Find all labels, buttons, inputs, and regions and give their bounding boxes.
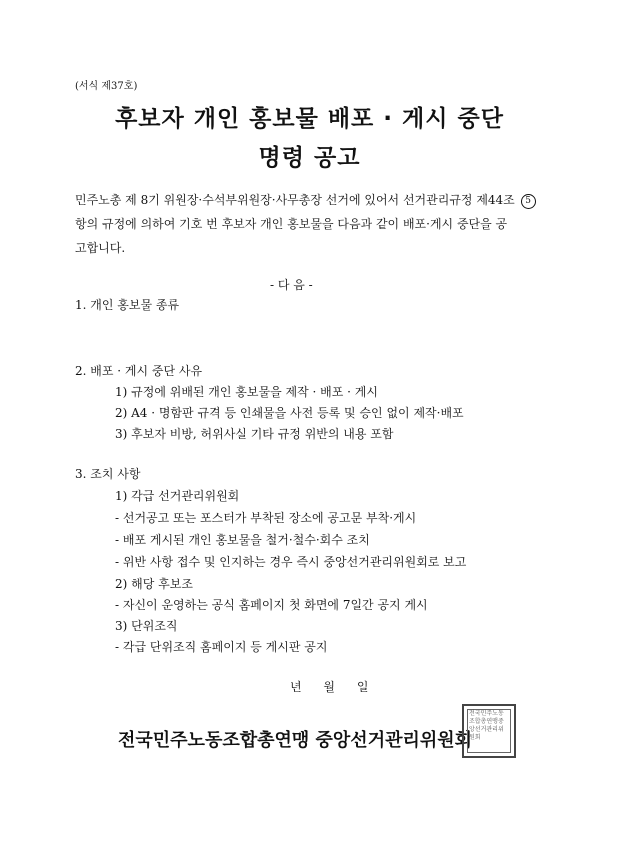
- seal-text: 전국민주노동조합총연맹중앙선거관리위원회: [469, 710, 504, 741]
- document-title: 후보자 개인 홍보물 배포 · 게시 중단: [115, 106, 504, 132]
- section-3-item: - 자신이 운영하는 공식 홈페이지 첫 화면에 7일간 공지 게시: [115, 598, 428, 612]
- section-3-item: 3) 단위조직: [115, 619, 178, 633]
- section-2-item: 3) 후보자 비방, 허위사실 기타 규정 위반의 내용 포함: [115, 427, 394, 441]
- section-1-heading: 1. 개인 홍보물 종류: [75, 298, 180, 312]
- section-3-item: 2) 해당 후보조: [115, 577, 193, 591]
- document-title-line2: 명령 공고: [258, 145, 361, 171]
- dawoom-heading: - 다 음 -: [270, 278, 313, 292]
- section-3-heading: 3. 조치 사항: [75, 467, 141, 481]
- intro-line-3: 고합니다.: [75, 241, 126, 255]
- section-2-item: 2) A4 · 명함판 규격 등 인쇄물을 사전 등록 및 승인 없이 제작·배포: [115, 406, 464, 420]
- intro-line-1-text: 민주노총 제 8기 위원장·수석부위원장·사무총장 선거에 있어서 선거관리규정 제44조: [75, 193, 515, 207]
- section-2-heading: 2. 배포 · 게시 중단 사유: [75, 364, 203, 378]
- intro-line-2: 항의 규정에 의하여 기호 번 후보자 개인 홍보물을 다음과 같이 배포·게시 중단을 공: [75, 217, 508, 231]
- section-3-item: - 각급 단위조직 홈페이지 등 게시판 공지: [115, 640, 328, 654]
- section-3-item: 1) 각급 선거관리위원회: [115, 489, 240, 503]
- section-2-item: 1) 규정에 위배된 개인 홍보물을 제작 · 배포 · 게시: [115, 385, 378, 399]
- section-3-item: - 선거공고 또는 포스터가 부착된 장소에 공고문 부착·게시: [115, 511, 417, 525]
- form-number: (서식 제37호): [75, 81, 138, 92]
- official-seal: [462, 704, 516, 758]
- date-line: 년 월 일: [290, 680, 369, 694]
- section-3-item: - 배포 게시된 개인 홍보물을 철거·철수·회수 조치: [115, 533, 370, 547]
- signer-name: 전국민주노동조합총연맹 중앙선거관리위원회: [118, 730, 473, 751]
- circled-number: 5: [521, 194, 536, 209]
- intro-line-1: [75, 188, 555, 212]
- section-3-item: - 위반 사항 접수 및 인지하는 경우 즉시 중앙선거관리위원회로 보고: [115, 555, 467, 569]
- intro-paragraph: [75, 188, 555, 260]
